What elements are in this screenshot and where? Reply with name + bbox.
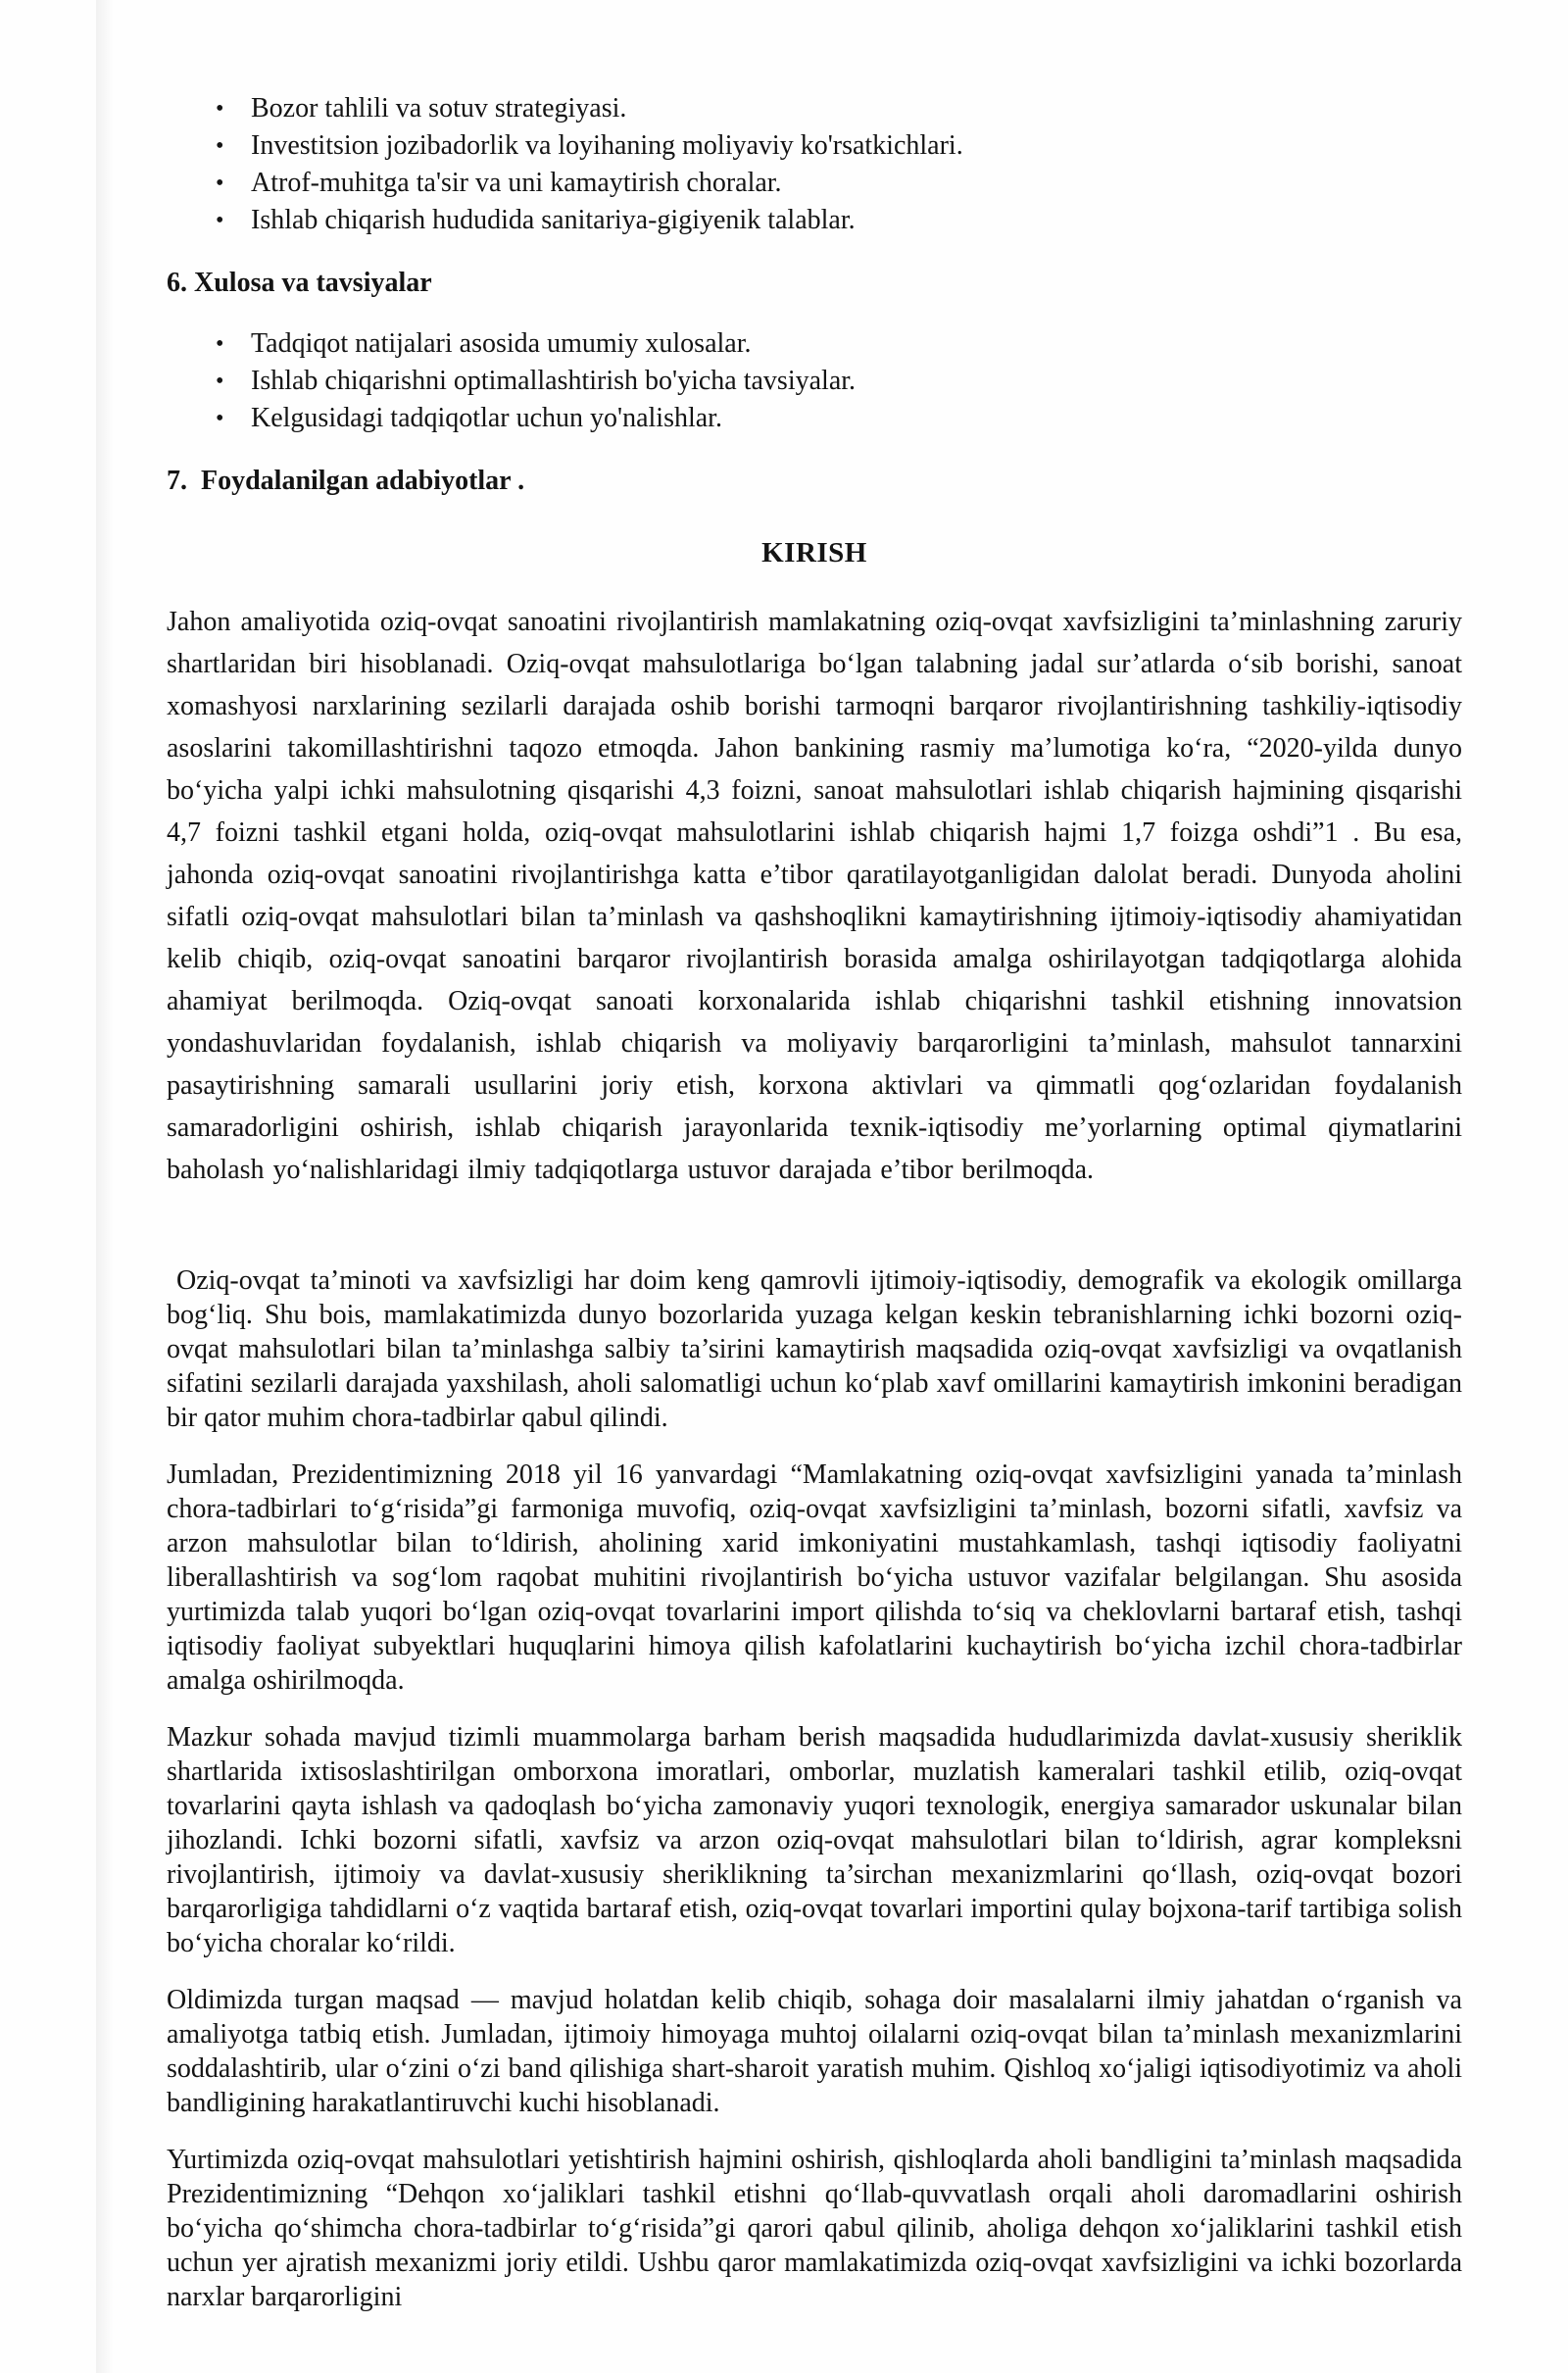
section-heading-text: Foydalanilgan adabiyotlar . bbox=[201, 466, 525, 496]
bullet-text: Investitsion jozibadorlik va loyihaning moliyaviy ko'rsatkichlari. bbox=[251, 130, 963, 161]
bullet-text: Bozor tahlili va sotuv strategiyasi. bbox=[251, 93, 627, 124]
list-item bbox=[214, 363, 1462, 400]
list-item bbox=[214, 90, 1462, 127]
section-7-heading bbox=[167, 465, 1462, 498]
section-6-bullet-list bbox=[214, 325, 1462, 437]
list-item bbox=[214, 165, 1462, 202]
body-paragraph-2: Oziq-ovqat ta’minoti va xavfsizligi har doim keng qamrovli ijtimoiy-iqtisodiy, demografik va ekologik omillarga bog‘liq. Shu bois, mamlakatimizda dunyo bozorlarida yuzaga kelgan keskin tebranishlarning ichki bozorni oziq-ovqat mahsulotlari bilan ta’minlashga salbiy ta’sirini kamaytirish maqsadida oziq-ovqat xavfsizligi va ovqatlanish sifatini sezilarli darajada yaxshilash, aholi salomatligi uchun ko‘plab xavf omillarini kamaytirish imkonini beradigan bir qator muhim chora-tadbirlar qabul qilindi. bbox=[167, 1265, 1462, 1433]
kirish-heading: KIRISH bbox=[761, 537, 867, 569]
body-paragraph-5: Oldimizda turgan maqsad — mavjud holatdan kelib chiqib, sohaga doir masalalarni ilmiy jahatdan o‘rganish va amaliyotga tatbiq etish. Jumladan, ijtimoiy himoyaga muhtoj oilalarni oziq-ovqat bilan ta’minlash mexanizmlarini soddalashtirib, ular o‘zini o‘zi band qilishiga shart-sharoit yaratish muhim. Qishloq xo‘jaligi iqtisodiyotimiz va aholi bandligining harakatlantiruvchi kuchi hisoblanadi. bbox=[167, 1985, 1462, 2118]
bullet-text: Tadqiqot natijalari asosida umumiy xulosalar. bbox=[251, 328, 752, 359]
list-item bbox=[214, 400, 1462, 437]
bullet-text: Ishlab chiqarish hududida sanitariya-gigiyenik talablar. bbox=[251, 205, 856, 235]
section-heading-text: 6. Xulosa va tavsiyalar bbox=[167, 268, 432, 298]
outline-bullet-list-top bbox=[214, 90, 1462, 239]
section-6-heading bbox=[167, 267, 1462, 300]
body-paragraph-3: Jumladan, Prezidentimizning 2018 yil 16 yanvardagi “Mamlakatning oziq-ovqat xavfsizligini yanada ta’minlash chora-tadbirlari to‘g‘risida”gi farmoniga muvofiq, oziq-ovqat xavfsizligini ta’minlash, bozorni sifatli, xavfsiz va arzon mahsulotlar bilan to‘ldirish, aholining xarid imkoniyatini mustahkamlash, tashqi iqtisodiy faoliyatni liberallashtirish va sog‘lom raqobat muhitini rivojlantirish bo‘yicha ustuvor vazifalar belgilangan. Shu asosida yurtimizda talab yuqori bo‘lgan oziq-ovqat tovarlarini import qilishda to‘siq va cheklovlarni bartaraf etish, tashqi iqtisodiy faoliyat subyektlari huquqlarini himoya qilish kafolatlarini kuchaytirish bo‘yicha izchil chora-tadbirlar amalga oshirilmoqda. bbox=[167, 1459, 1462, 1696]
list-item bbox=[214, 325, 1462, 363]
bullet-text: Kelgusidagi tadqiqotlar uchun yo'nalishlar. bbox=[251, 403, 722, 433]
list-item bbox=[214, 202, 1462, 239]
body-paragraph-4: Mazkur sohada mavjud tizimli muammolarga barham berish maqsadida hududlarimizda davlat-xususiy sheriklik shartlarida ixtisoslashtirilgan omborxona imoratlari, omborlar, muzlatish kameralari tashkil etilib, oziq-ovqat tovarlarini qayta ishlash va qadoqlash bo‘yicha zamonaviy yuqori texnologik, energiya samarador uskunalar bilan jihozlandi. Ichki bozorni sifatli, xavfsiz va arzon oziq-ovqat mahsulotlari bilan to‘ldirish, agrar kompleksni rivojlantirish, ijtimoiy va davlat-xususiy sheriklikning ta’sirchan mexanizmlarini qo‘llash, oziq-ovqat bozori barqarorligiga tahdidlarni o‘z vaqtida bartaraf etish, oziq-ovqat tovarlari importini qulay bojxona-tarif tartibiga solish bo‘yicha choralar ko‘rildi. bbox=[167, 1722, 1462, 1958]
bullet-text: Atrof-muhitga ta'sir va uni kamaytirish choralar. bbox=[251, 168, 782, 198]
bullet-text: Ishlab chiqarishni optimallashtirish bo'yicha tavsiyalar. bbox=[251, 366, 857, 396]
list-item bbox=[214, 127, 1462, 165]
scan-edge-shading bbox=[96, 0, 114, 2373]
body-paragraph-1: Jahon amaliyotida oziq-ovqat sanoatini rivojlantirish mamlakatning oziq-ovqat xavfsizligini ta’minlashning zaruriy shartlaridan biri hisoblanadi. Oziq-ovqat mahsulotlariga bo‘lgan talabning jadal sur’atlarda o‘sib borishi, sanoat xomashyosi narxlarining sezilarli darajada oshib borishi tarmoqni barqaror rivojlantirishning tashkiliy-iqtisodiy asoslarini takomillashtirishni taqozo etmoqda. Jahon bankining rasmiy ma’lumotiga ko‘ra, “2020-yilda dunyo bo‘yicha yalpi ichki mahsulotning qisqarishi 4,3 foizni, sanoat mahsulotlari ishlab chiqarish hajmining qisqarishi 4,7 foizni tashkil etgani holda, oziq-ovqat mahsulotlarini ishlab chiqarish hajmi 1,7 foizga oshdi”1 . Bu esa, jahonda oziq-ovqat sanoatini rivojlantirishga katta e’tibor qaratilayotganligidan dalolat beradi. Dunyoda aholini sifatli oziq-ovqat mahsulotlari bilan ta’minlash va qashshoqlikni kamaytirishning ijtimoiy-iqtisodiy ahamiyatidan kelib chiqib, oziq-ovqat sanoatini barqaror rivojlantirish borasida amalga oshirilayotgan tadqiqotlarga alohida ahamiyat berilmoqda. Oziq-ovqat sanoati korxonalarida ishlab chiqarishni tashkil etishning innovatsion yondashuvlaridan foydalanish, ishlab chiqarish va moliyaviy barqarorligini ta’minlash, mahsulot tannarxini pasaytirishning samarali usullarini joriy etish, korxona aktivlari va qimmatli qog‘ozlaridan foydalanish samaradorligini oshirish, ishlab chiqarish jarayonlarida texnik-iqtisodiy me’yorlarning optimal qiymatlarini baholash yo‘nalishlaridagi ilmiy tadqiqotlarga ustuvor darajada e’tibor berilmoqda. bbox=[167, 607, 1462, 1185]
body-paragraph-6: Yurtimizda oziq-ovqat mahsulotlari yetishtirish hajmini oshirish, qishloqlarda aholi bandligini ta’minlash maqsadida Prezidentimizning “Dehqon xo‘jaliklari tashkil etishni qo‘llab-quvvatlash orqali aholi daromadlarini oshirish bo‘yicha qo‘shimcha chora-tadbirlar to‘g‘risida”gi qarori qabul qilinib, aholiga dehqon xo‘jaliklarini tashkil etish uchun yer ajratish mexanizmi joriy etildi. Ushbu qaror mamlakatimizda oziq-ovqat xavfsizligini va ichki bozorlarda narxlar barqarorligini bbox=[167, 2145, 1462, 2312]
section-heading-number: 7. bbox=[167, 466, 187, 496]
